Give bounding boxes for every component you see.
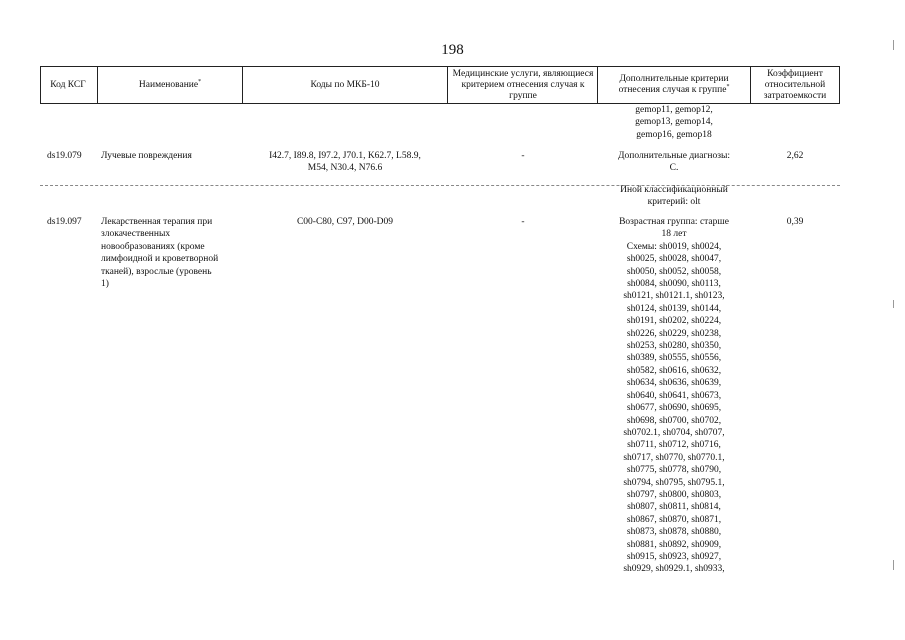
criteria-line: sh0711, sh0712, sh0716, bbox=[627, 440, 721, 451]
row-criteria-olt bbox=[600, 184, 748, 209]
mkb-line: M54, N30.4, N76.6 bbox=[307, 163, 383, 174]
name-line: тканей), взрослые (уровень bbox=[101, 266, 212, 277]
header-separator bbox=[597, 67, 598, 103]
criteria-line: sh0807, sh0811, sh0814, bbox=[627, 502, 721, 513]
row-name bbox=[101, 216, 246, 290]
criteria-line: sh0797, sh0800, sh0803, bbox=[626, 489, 722, 500]
row-code: ds19.097 bbox=[47, 217, 82, 227]
criteria-line: sh0640, sh0641, sh0673, bbox=[626, 390, 722, 401]
mkb-line: I42.7, I89.8, I97.2, J70.1, K62.7, L58.9, bbox=[269, 151, 421, 161]
header-name-label bbox=[139, 80, 201, 91]
scan-mark bbox=[893, 40, 894, 50]
header-coef bbox=[753, 67, 837, 103]
row-criteria-schemes bbox=[600, 216, 748, 576]
row-continuation-criteria bbox=[600, 104, 748, 141]
criteria-line: sh0915, sh0923, sh0927, bbox=[626, 551, 722, 562]
row-coef: 2,62 bbox=[786, 151, 804, 161]
criteria-line: Схемы: sh0019, sh0024, bbox=[626, 241, 722, 252]
name-line: новообразованиях (кроме bbox=[101, 241, 205, 252]
criteria-line: sh0121, sh0121.1, sh0123, bbox=[623, 291, 725, 302]
row-services: - bbox=[521, 151, 525, 161]
header-services-label: Медицинские услуги, являющиеся критерием отнесения случая к группе bbox=[452, 68, 594, 101]
scan-mark bbox=[893, 560, 894, 570]
row-mkb bbox=[245, 150, 445, 175]
criteria-line: Возрастная группа: старше bbox=[619, 217, 729, 227]
name-line: 1) bbox=[101, 279, 109, 290]
criteria-line: sh0794, sh0795, sh0795.1, bbox=[623, 477, 725, 488]
criteria-line: sh0702.1, sh0704, sh0707, bbox=[623, 427, 725, 438]
footnote-mark: * bbox=[726, 83, 730, 90]
criteria-line: gemop16, gemop18 bbox=[636, 129, 712, 140]
criteria-line: sh0084, sh0090, sh0113, bbox=[627, 279, 721, 290]
header-name-text: Наименование bbox=[138, 79, 199, 90]
header-separator bbox=[97, 67, 98, 103]
header-services bbox=[452, 67, 594, 103]
header-separator bbox=[839, 67, 840, 103]
criteria-line: sh0634, sh0636, sh0639, bbox=[626, 378, 722, 389]
footnote-mark: * bbox=[198, 78, 202, 85]
row-services: - bbox=[521, 217, 525, 227]
criteria-line: sh0582, sh0616, sh0632, bbox=[626, 365, 722, 376]
page-number: 198 bbox=[441, 42, 464, 58]
header-separator bbox=[447, 67, 448, 103]
header-separator bbox=[242, 67, 243, 103]
header-code-label: Код КСГ bbox=[50, 79, 86, 90]
row-name: Лучевые повреждения bbox=[101, 151, 192, 161]
criteria-line: Иной классификационный bbox=[620, 185, 728, 195]
name-line: лимфоидной и кроветворной bbox=[101, 254, 219, 265]
row-criteria bbox=[600, 150, 748, 175]
header-criteria bbox=[600, 67, 748, 103]
row-coef: 0,39 bbox=[786, 217, 804, 227]
criteria-line: sh0881, sh0892, sh0909, bbox=[626, 539, 722, 550]
criteria-line: sh0025, sh0028, sh0047, bbox=[626, 254, 722, 265]
criteria-line: sh0929, sh0929.1, sh0933, bbox=[623, 564, 725, 575]
criteria-line: 18 лет bbox=[661, 229, 687, 240]
header-mkb-label: Коды по МКБ-10 bbox=[310, 79, 380, 90]
header-criteria-label bbox=[600, 74, 748, 96]
criteria-line: sh0389, sh0555, sh0556, bbox=[626, 353, 722, 364]
name-line: Лекарственная терапия при bbox=[101, 217, 213, 227]
criteria-line: Дополнительные диагнозы: bbox=[618, 151, 730, 161]
criteria-line: критерий: olt bbox=[647, 197, 701, 208]
row-mkb: C00-C80, C97, D00-D09 bbox=[296, 217, 394, 227]
criteria-line: sh0050, sh0052, sh0058, bbox=[626, 266, 722, 277]
header-code bbox=[44, 67, 92, 103]
criteria-line: gemop11, gemop12, bbox=[635, 105, 713, 115]
criteria-line: sh0253, sh0280, sh0350, bbox=[626, 341, 722, 352]
header-mkb bbox=[245, 67, 445, 103]
header-name bbox=[100, 67, 240, 103]
criteria-line: sh0867, sh0870, sh0871, bbox=[626, 514, 722, 525]
header-separator bbox=[40, 67, 41, 103]
criteria-line: C. bbox=[669, 163, 679, 174]
criteria-line: sh0124, sh0139, sh0144, bbox=[626, 303, 722, 314]
criteria-line: sh0873, sh0878, sh0880, bbox=[626, 527, 722, 538]
criteria-line: sh0191, sh0202, sh0224, bbox=[626, 316, 722, 327]
header-criteria-text: Дополнительные критерии отнесения случая к группе bbox=[618, 74, 729, 95]
criteria-line: sh0775, sh0778, sh0790, bbox=[626, 465, 722, 476]
criteria-line: gemop13, gemop14, bbox=[635, 117, 713, 128]
scan-mark bbox=[893, 300, 894, 308]
header-separator bbox=[750, 67, 751, 103]
header-coef-label: Коэффициент относительной затратоемкости bbox=[763, 68, 827, 101]
criteria-line: sh0698, sh0700, sh0702, bbox=[626, 415, 722, 426]
criteria-line: sh0717, sh0770, sh0770.1, bbox=[623, 452, 725, 463]
row-code: ds19.079 bbox=[47, 151, 82, 161]
criteria-line: sh0677, sh0690, sh0695, bbox=[626, 403, 722, 414]
criteria-line: sh0226, sh0229, sh0238, bbox=[626, 328, 722, 339]
name-line: злокачественных bbox=[101, 229, 171, 240]
